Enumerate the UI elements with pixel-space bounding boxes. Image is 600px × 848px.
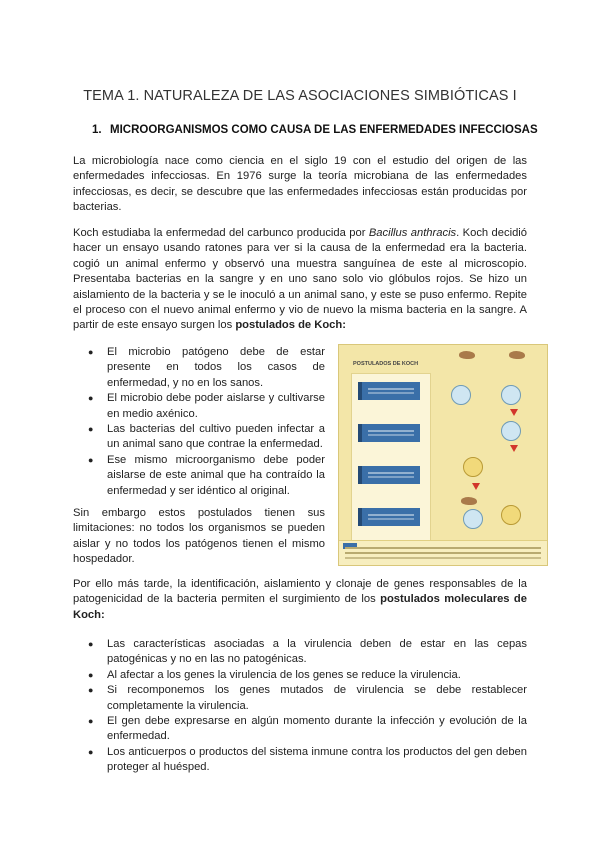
bullet-icon: ● (88, 669, 94, 680)
page-title: TEMA 1. NATURALEZA DE LAS ASOCIACIONES SIMBIÓTICAS I (83, 88, 517, 104)
figure-step-3 (358, 466, 420, 484)
list-item (73, 345, 325, 391)
koch-paragraph-text-1: Koch estudiaba la enfermedad del carbunco producida por (73, 227, 369, 239)
blood-sample-icon (501, 385, 521, 405)
bullet-icon: ● (88, 685, 94, 696)
mouse-icon (459, 351, 475, 359)
list-item (73, 668, 527, 683)
list-item-text: Las características asociadas a la virulencia deben de estar en las cepas patogénicas y no en las no patogénicas. (107, 638, 527, 666)
list-item-text: Los anticuerpos o productos del sistema inmune contra los productos del gen deben proteger al huésped. (107, 745, 527, 774)
molecular-intro-paragraph (73, 577, 527, 623)
blood-sample-icon (451, 385, 471, 405)
figure-step-1 (358, 382, 420, 400)
limitations-paragraph: Sin embargo estos postulados tienen sus limitaciones: no todos los organismos se pueden aislar y no todos los patógenos tienen el mismo hospedador. (73, 507, 325, 566)
list-item-text: Las bacterias del cultivo pueden infectar a un animal sano que contrae la enfermedad. (107, 423, 325, 451)
molecular-postulates-term: postulados moleculares de Koch: (73, 593, 527, 621)
figure-steps-panel (351, 373, 431, 545)
bullet-icon: ● (88, 347, 94, 357)
culture-icon (501, 505, 521, 525)
bullet-icon: ● (88, 454, 94, 465)
bullet-icon: ● (88, 393, 94, 404)
arrow-down-icon (510, 445, 518, 452)
figure-step-4 (358, 508, 420, 526)
intro-paragraph: La microbiología nace como ciencia en el siglo 19 con el estudio del origen de las enfermedades infecciosas. En 1976 surge la teoría microbiana de las enfermedades infecciosas, es decir, se descubre que las enfermedades infecciosas están producidas por bacterias. (73, 155, 527, 214)
section-heading (92, 124, 538, 136)
list-item-text: El microbio debe poder aislarse y cultivarse en medio axénico. (107, 392, 325, 420)
figure-step-2 (358, 424, 420, 442)
bullet-icon: ● (88, 424, 94, 435)
section-heading-text: MICROORGANISMOS COMO CAUSA DE LAS ENFERMEDADES INFECCIOSAS (110, 124, 538, 136)
list-item (73, 391, 325, 422)
list-item-text: El microbio patógeno debe de estar presente en todos los casos de enfermedad, y no en los sanos. (107, 346, 325, 389)
species-name: Bacillus anthracis (368, 227, 457, 239)
koch-paragraph-text-2: . Koch decidió hacer un ensayo usando ratones para ver si la causa de la enfermedad era la bacteria. cogió un animal enfermo y observó una muestra sanguínea de este al microscopio. Presentaba bacterias en la sangre y en uno sano solo vio glóbulos rojos. Se hizo un aislamiento de la bacteria y se le inoculó a un animal sano, y este se puso enfermo. Repite el proceso con el nuevo animal enfermo y vio de nuevo la misma bacteria en la sangre. A partir de este ensayo surgen los (73, 227, 527, 332)
bullet-icon: ● (88, 639, 94, 649)
list-item (73, 683, 527, 714)
bullet-icon: ● (88, 746, 94, 757)
list-item (73, 422, 325, 453)
list-item (73, 714, 527, 745)
list-item-text: Si recomponemos los genes mutados de virulencia se debe restablecer completamente la virulencia. (107, 684, 527, 712)
list-item-text: El gen debe expresarse en algún momento durante la infección y evolución de la enfermedad. (107, 715, 527, 743)
koch-postulates-list (73, 345, 325, 499)
section-number: 1. (92, 124, 102, 136)
caption-tag (343, 543, 357, 549)
mouse-icon (461, 497, 477, 505)
koch-postulates-term: postulados de Koch: (235, 319, 346, 332)
list-item (73, 453, 325, 499)
molecular-paragraph-text: Por ello más tarde, la identificación, aislamiento y clonaje de genes responsables de la patogenicidad de la bacteria permiten el surgimiento de los (73, 578, 527, 606)
list-item-text: Al afectar a los genes la virulencia de los genes se reduce la virulencia. (107, 668, 461, 681)
list-item (73, 637, 527, 668)
list-item-text: Ese mismo microorganismo debe poder aislarse de este animal que ha contraído la enfermedad y ser idéntico al original. (107, 453, 325, 497)
figure-title: POSTULADOS DE KOCH (353, 361, 419, 367)
blood-sample-icon (463, 509, 483, 529)
arrow-down-icon (510, 409, 518, 416)
figure-caption (339, 540, 547, 565)
bullet-icon: ● (88, 716, 94, 727)
molecular-postulates-list (73, 637, 527, 776)
mouse-icon (509, 351, 525, 359)
koch-postulates-figure (338, 344, 548, 566)
list-item (73, 745, 527, 776)
petri-dish-icon (501, 421, 521, 441)
koch-experiment-paragraph (73, 226, 527, 334)
culture-icon (463, 457, 483, 477)
arrow-down-icon (472, 483, 480, 490)
